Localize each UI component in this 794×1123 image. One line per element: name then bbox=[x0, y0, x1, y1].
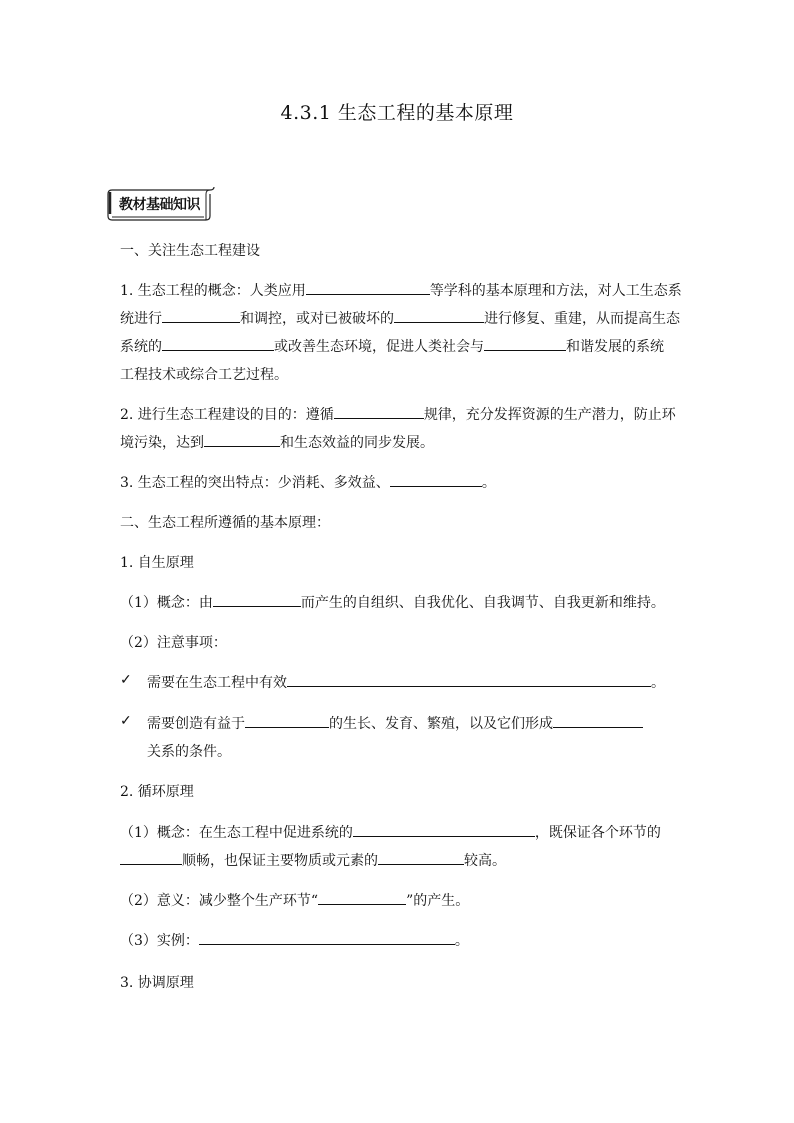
paragraph-line: 系统的 或改善生态环境，促进人类社会与 和谐发展的系统 bbox=[120, 339, 664, 355]
paragraph-line: 2. 进行生态工程建设的目的：遵循 规律，充分发挥资源的生产潜力，防止环 bbox=[120, 407, 676, 423]
fill-blank[interactable] bbox=[390, 474, 482, 487]
fill-blank[interactable] bbox=[378, 852, 464, 865]
subsection-heading: 3. 协调原理 bbox=[120, 975, 194, 991]
fill-blank[interactable] bbox=[394, 310, 484, 323]
fill-blank[interactable] bbox=[553, 715, 643, 728]
fill-blank[interactable] bbox=[162, 338, 274, 351]
fill-blank[interactable] bbox=[162, 310, 240, 323]
list-item: 关系的条件。 bbox=[147, 744, 231, 760]
fill-blank[interactable] bbox=[287, 674, 651, 687]
paragraph-line: （2）注意事项： bbox=[120, 635, 227, 651]
paragraph-line: （3）实例： 。 bbox=[120, 933, 469, 949]
paragraph-line: 统进行 和调控，或对已被破坏的 进行修复、重建，从而提高生态 bbox=[120, 311, 680, 327]
fill-blank[interactable] bbox=[204, 434, 280, 447]
fill-blank[interactable] bbox=[334, 406, 424, 419]
subsection-heading: 1. 自生原理 bbox=[120, 555, 194, 571]
fill-blank[interactable] bbox=[484, 338, 566, 351]
fill-blank[interactable] bbox=[353, 824, 535, 837]
paragraph-line: （1）概念：由 而产生的自组织、自我优化、自我调节、自我更新和维持。 bbox=[120, 595, 665, 611]
paragraph-line: 工程技术或综合工艺过程。 bbox=[120, 367, 288, 383]
checkmark-icon: ✓ bbox=[120, 672, 132, 688]
paragraph-line: 境污染，达到 和生态效益的同步发展。 bbox=[120, 435, 434, 451]
fill-blank[interactable] bbox=[199, 932, 455, 945]
paragraph-line: （1）概念：在生态工程中促进系统的 ，既保证各个环节的 bbox=[120, 825, 661, 841]
paragraph-line: 3. 生态工程的突出特点：少消耗、多效益、 。 bbox=[120, 475, 496, 491]
section-badge bbox=[106, 186, 214, 220]
fill-blank[interactable] bbox=[318, 892, 406, 905]
list-item: 需要创造有益于 的生长、发育、繁殖，以及它们形成 bbox=[147, 713, 707, 733]
section-heading: 一、关注生态工程建设 bbox=[120, 243, 260, 259]
subsection-heading: 2. 循环原理 bbox=[120, 784, 194, 800]
fill-blank[interactable] bbox=[120, 852, 182, 865]
fill-blank[interactable] bbox=[245, 715, 329, 728]
fill-blank[interactable] bbox=[213, 594, 301, 607]
fill-blank[interactable] bbox=[306, 282, 430, 295]
badge-label: 教材基础知识 bbox=[119, 197, 200, 213]
list-item: 需要在生态工程中有效 。 bbox=[147, 675, 665, 691]
paragraph-line: 1. 生态工程的概念：人类应用 等学科的基本原理和方法，对人工生态系 bbox=[120, 283, 682, 299]
paragraph-line: （2）意义：减少整个生产环节“ ”的产生。 bbox=[120, 893, 470, 909]
section-heading: 二、生态工程所遵循的基本原理： bbox=[120, 515, 330, 531]
page-title: 4.3.1 生态工程的基本原理 bbox=[280, 102, 514, 124]
paragraph-line: 顺畅，也保证主要物质或元素的 较高。 bbox=[120, 850, 680, 870]
checkmark-icon: ✓ bbox=[120, 713, 132, 729]
